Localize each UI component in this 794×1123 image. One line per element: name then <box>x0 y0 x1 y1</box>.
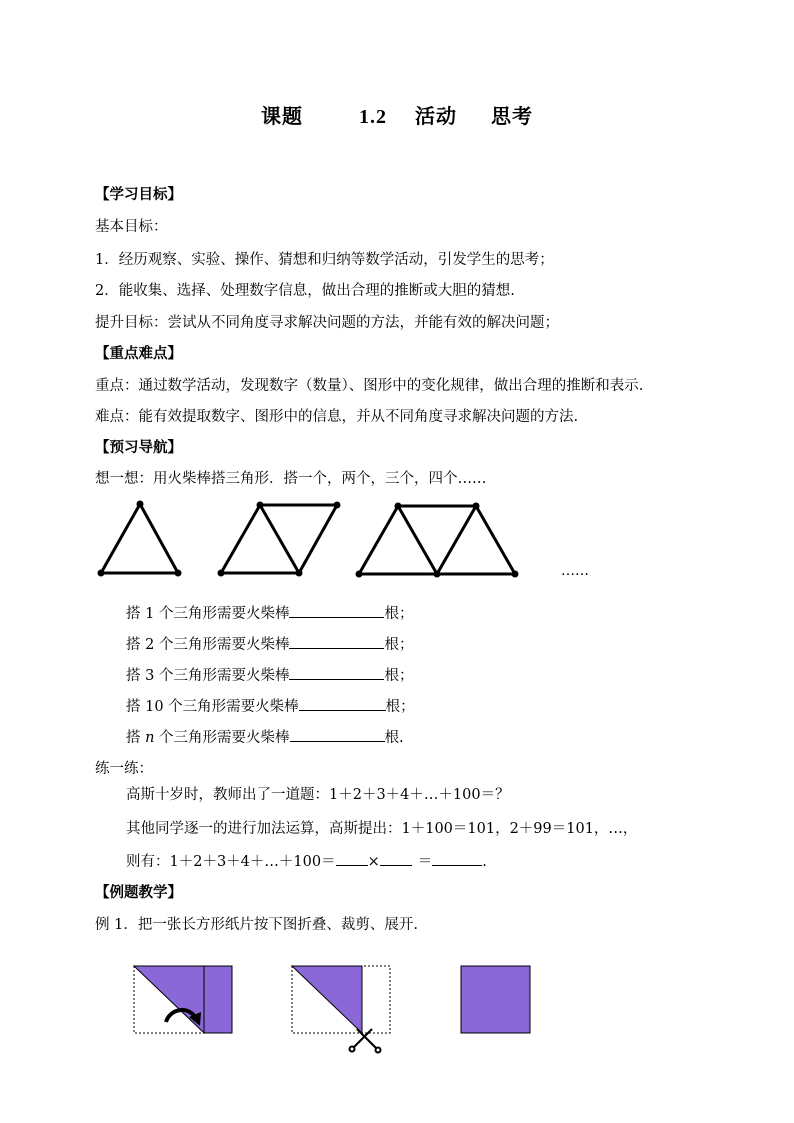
fold-step-1 <box>134 966 232 1033</box>
title-number: 1.2 <box>359 106 388 128</box>
think-prompt: 想一想：用火柴棒搭三角形．搭一个，两个，三个，四个…… <box>95 471 487 487</box>
title-word1: 活动 <box>414 104 457 128</box>
title-prefix: 课题 <box>261 104 304 128</box>
key-focus: 重点：通过数学活动，发现数字（数量）、图形中的变化规律，做出合理的推断和表示. <box>95 378 644 394</box>
key-points-heading: 【重点难点】 <box>95 345 182 362</box>
unfolded-square <box>461 966 530 1033</box>
gauss-method: 其他同学逐一的进行加法运算，高斯提出：1＋100＝101，2＋99＝101，…， <box>126 821 638 837</box>
objective-item-2: 2．能收集、选择、处理数字信息，做出合理的推断或大胆的猜想. <box>95 283 515 299</box>
example-1: 例 1．把一张长方形纸片按下图折叠、裁剪、展开. <box>95 917 418 933</box>
gauss-result: 则有：1＋2＋3＋4＋…＋100＝ × ＝ . <box>126 850 487 871</box>
gauss-story: 高斯十岁时，教师出了一道题：1＋2＋3＋4＋…＋100＝？ <box>126 787 510 803</box>
question-2: 搭 2 个三角形需要火柴棒 根； <box>126 633 413 654</box>
title-word2: 思考 <box>490 104 533 128</box>
question-3: 搭 3 个三角形需要火柴棒 根； <box>126 664 413 685</box>
question-5: 搭 n 个三角形需要火柴棒 根. <box>126 726 404 747</box>
figure-ellipsis: …… <box>561 563 589 579</box>
fold-step-2 <box>292 966 390 1053</box>
question-1: 搭 1 个三角形需要火柴棒 根； <box>126 602 413 623</box>
fold-step-3 <box>461 966 530 1033</box>
key-difficulty: 难点：能有效提取数字、图形中的信息，并从不同角度寻求解决问题的方法. <box>95 409 579 425</box>
preview-heading: 【预习导航】 <box>95 439 182 456</box>
basic-goal-label: 基本目标： <box>95 219 168 235</box>
objectives-heading: 【学习目标】 <box>95 186 182 203</box>
practice-label: 练一练： <box>95 761 153 777</box>
objective-item-1: 1．经历观察、实验、操作、猜想和归纳等数学活动，引发学生的思考； <box>95 252 554 268</box>
question-4: 搭 10 个三角形需要火柴棒 根； <box>126 695 415 716</box>
advanced-goal: 提升目标：尝试从不同角度寻求解决问题的方法，并能有效的解决问题； <box>95 315 559 331</box>
examples-heading: 【例题教学】 <box>95 884 182 901</box>
